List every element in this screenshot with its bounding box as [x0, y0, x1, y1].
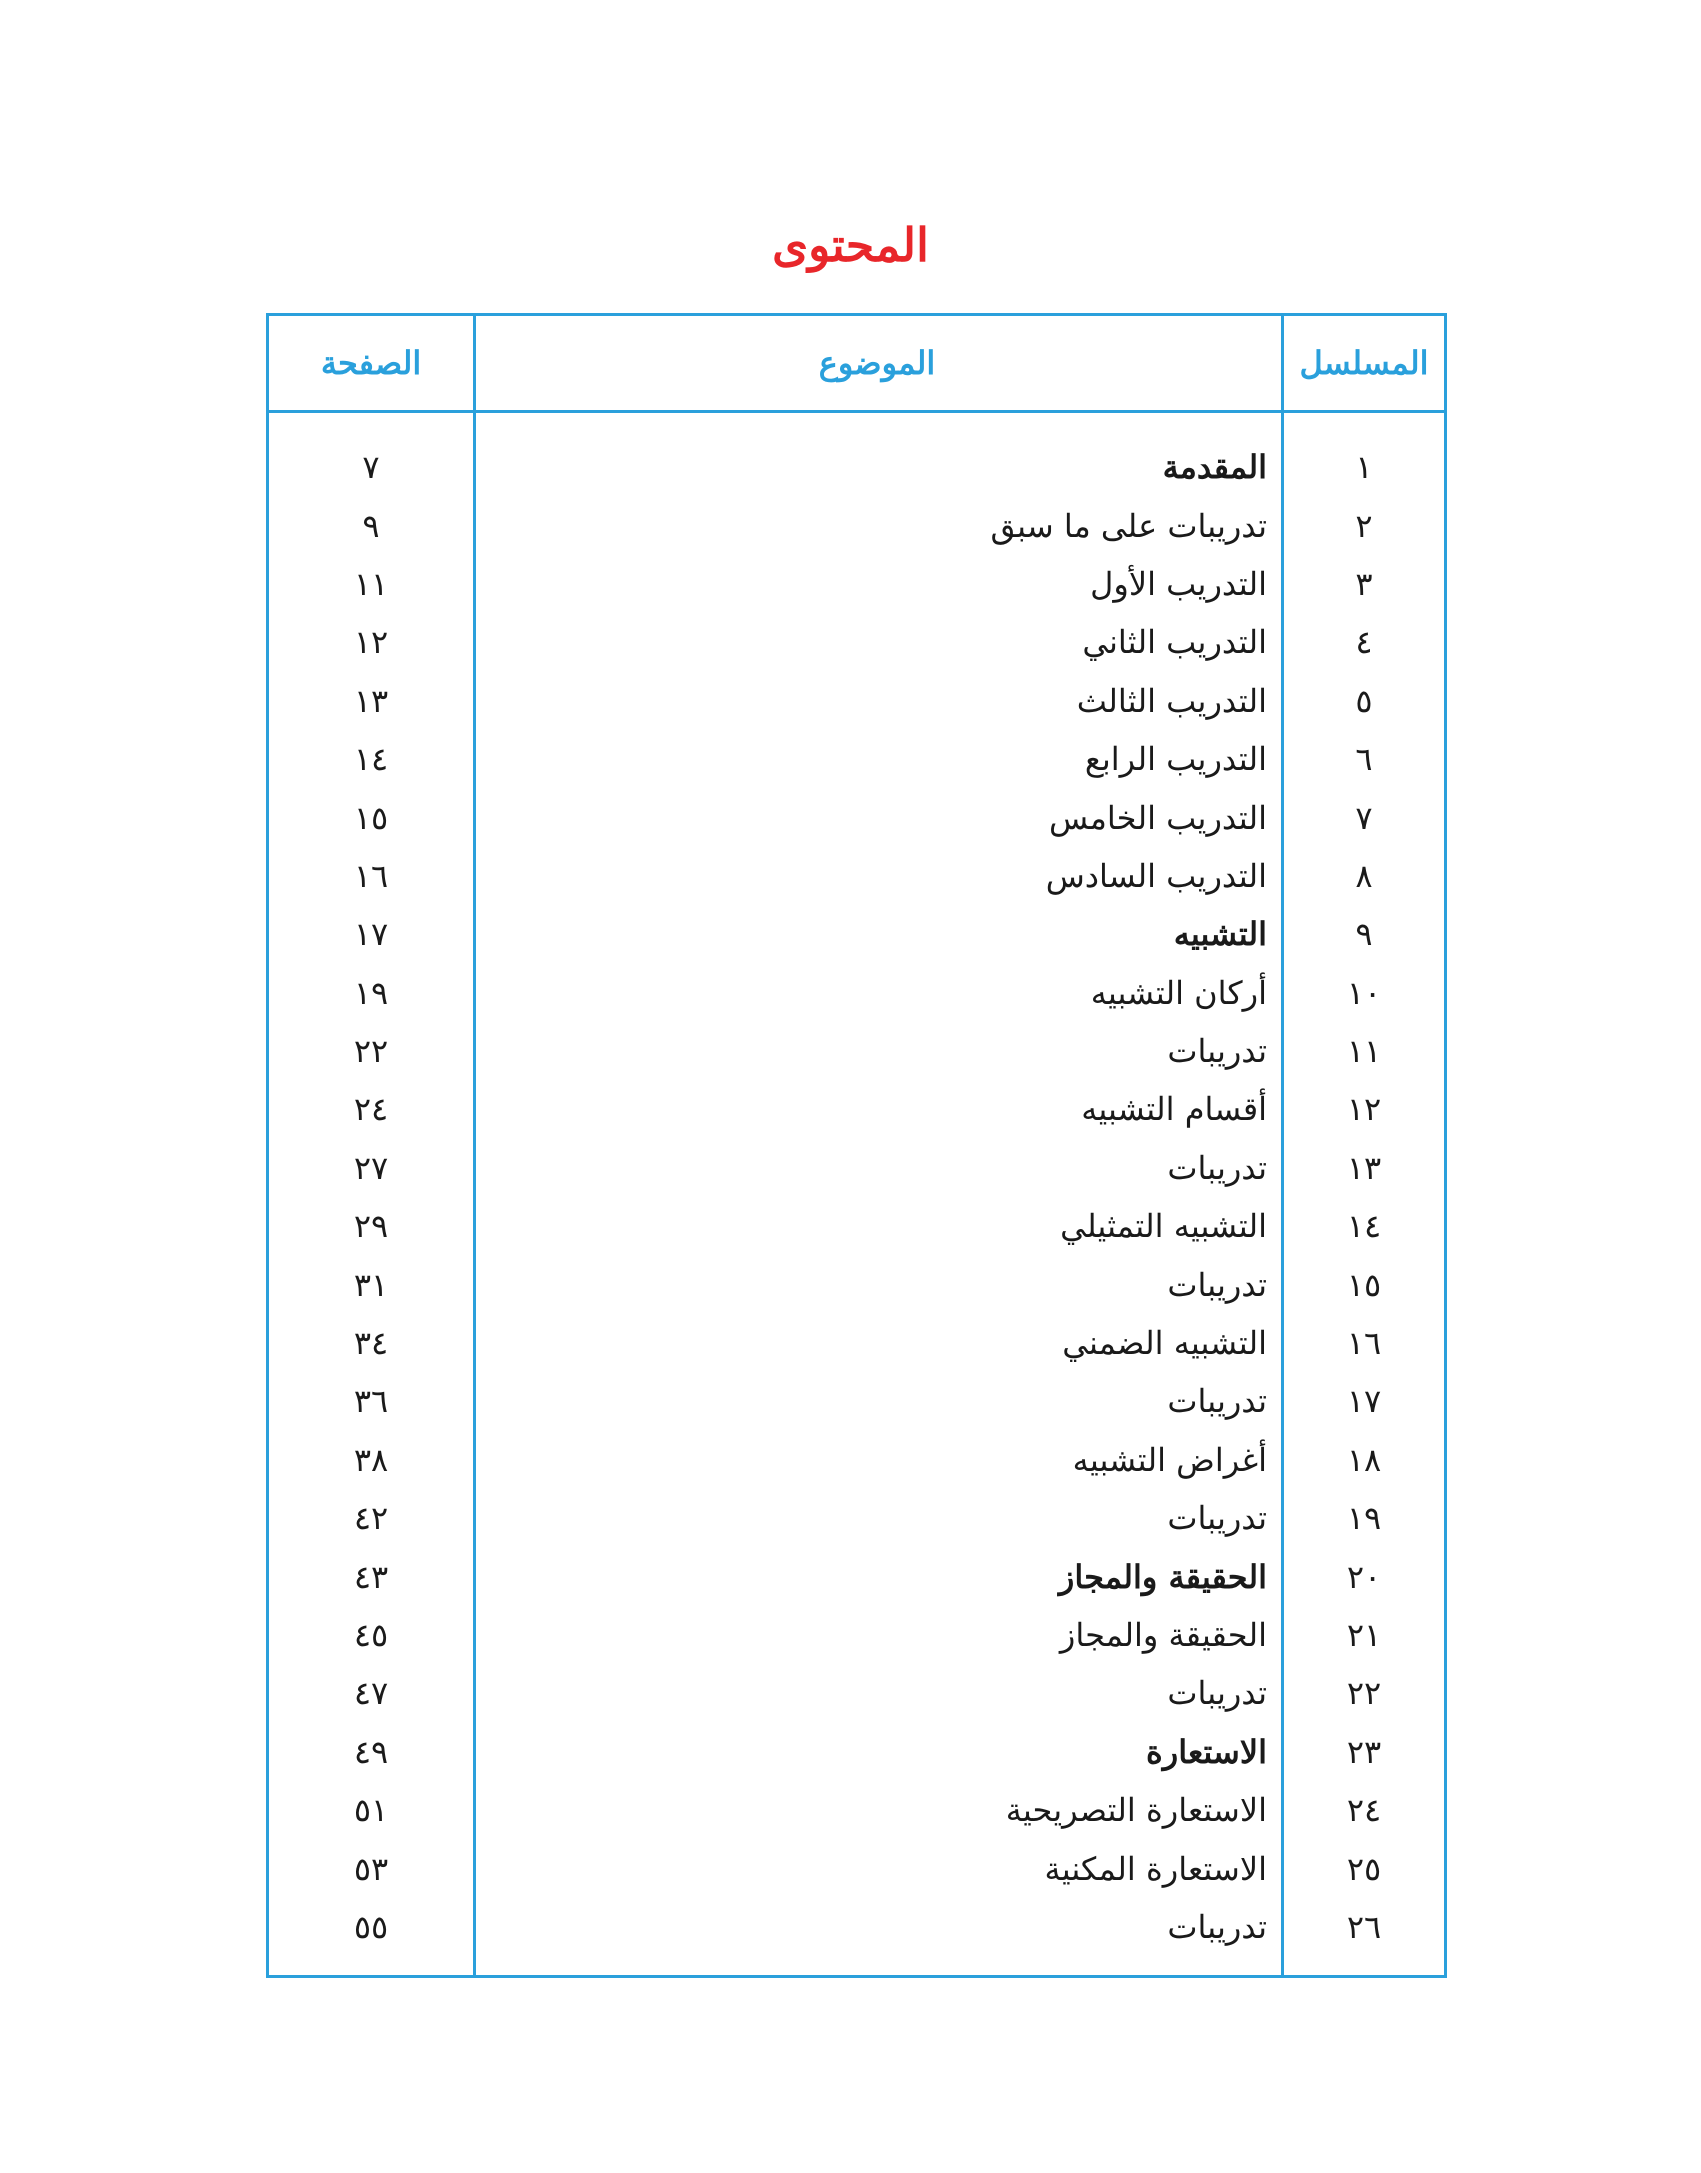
- row-topic[interactable]: المقدمة: [1162, 448, 1267, 487]
- row-page: ١١: [353, 564, 389, 603]
- table-row: [269, 1314, 1444, 1372]
- table-row: [269, 496, 1444, 554]
- row-serial: ٢٦: [1346, 1907, 1382, 1946]
- header-topic: الموضوع: [818, 344, 936, 382]
- row-page: ٢٤: [353, 1090, 389, 1129]
- table-row: [269, 1431, 1444, 1489]
- table-row: [269, 905, 1444, 963]
- row-topic[interactable]: التدريب الثاني: [1082, 623, 1267, 662]
- row-topic[interactable]: تدريبات: [1167, 1032, 1267, 1071]
- row-page: ٥١: [353, 1791, 389, 1830]
- row-topic[interactable]: التدريب الأول: [1090, 564, 1267, 603]
- table-row: [269, 788, 1444, 846]
- row-topic[interactable]: التشبيه التمثيلي: [1060, 1207, 1267, 1246]
- row-page: ٤٥: [353, 1616, 389, 1654]
- row-topic[interactable]: تدريبات: [1167, 1499, 1267, 1538]
- row-serial: ٩: [1355, 915, 1373, 954]
- row-topic[interactable]: الاستعارة المكنية: [1044, 1849, 1267, 1888]
- row-serial: ١٩: [1346, 1499, 1382, 1538]
- row-serial: ٢٤: [1346, 1791, 1382, 1830]
- row-page: ٧: [362, 448, 380, 487]
- row-topic[interactable]: التدريب الثالث: [1076, 681, 1267, 720]
- row-topic[interactable]: الحقيقة والمجاز: [1059, 1616, 1267, 1654]
- row-serial: ٢٣: [1346, 1732, 1382, 1771]
- row-topic[interactable]: أغراض التشبيه: [1072, 1440, 1267, 1479]
- table-row: [269, 1255, 1444, 1313]
- row-page: ١٢: [353, 623, 389, 662]
- table-row: [269, 1781, 1444, 1839]
- row-serial: ٢٥: [1346, 1849, 1382, 1888]
- row-page: ١٤: [353, 740, 389, 779]
- row-serial: ٨: [1355, 856, 1373, 895]
- row-topic[interactable]: تدريبات: [1167, 1674, 1267, 1713]
- table-row: [269, 1139, 1444, 1197]
- row-serial: ٢١: [1346, 1616, 1382, 1654]
- table-row: [269, 1723, 1444, 1781]
- row-serial: ١٦: [1346, 1324, 1382, 1363]
- table-row: [269, 1022, 1444, 1080]
- row-serial: ٧: [1355, 798, 1373, 837]
- row-page: ١٣: [353, 681, 389, 720]
- header-divider: [269, 410, 1444, 413]
- row-page: ٤٧: [353, 1674, 389, 1713]
- row-topic[interactable]: تدريبات: [1167, 1148, 1267, 1187]
- row-serial: ٤: [1355, 623, 1373, 662]
- table-row: [269, 1197, 1444, 1255]
- row-topic[interactable]: تدريبات: [1167, 1907, 1267, 1946]
- row-serial: ١٠: [1346, 973, 1382, 1012]
- row-serial: ١٥: [1346, 1265, 1382, 1304]
- row-page: ٤٣: [353, 1557, 389, 1596]
- row-serial: ١: [1355, 448, 1373, 487]
- row-page: ٥٥: [353, 1907, 389, 1946]
- row-page: ٣٦: [353, 1382, 389, 1421]
- row-page: ٣٤: [353, 1324, 389, 1363]
- table-row: [269, 1489, 1444, 1547]
- row-topic[interactable]: أركان التشبيه: [1090, 973, 1267, 1012]
- row-page: ٣٨: [353, 1440, 389, 1479]
- table-row: [269, 1080, 1444, 1138]
- row-topic[interactable]: التدريب الرابع: [1084, 740, 1267, 779]
- table-row: [269, 1898, 1444, 1956]
- table-row: [269, 1606, 1444, 1664]
- page-title: المحتوى: [772, 218, 929, 272]
- row-serial: ٦: [1355, 740, 1373, 779]
- row-topic[interactable]: التشبيه الضمني: [1062, 1324, 1267, 1363]
- header-page: الصفحة: [320, 344, 422, 382]
- table-row: [269, 1839, 1444, 1897]
- row-page: ٢٧: [353, 1148, 389, 1187]
- row-page: ٢٩: [353, 1207, 389, 1246]
- table-body: [269, 438, 1444, 1956]
- row-topic[interactable]: الاستعارة التصريحية: [1005, 1791, 1267, 1830]
- header-serial: المسلسل: [1299, 344, 1429, 382]
- row-topic[interactable]: الاستعارة: [1145, 1732, 1267, 1771]
- row-serial: ١٤: [1346, 1207, 1382, 1246]
- row-page: ٥٣: [353, 1849, 389, 1888]
- row-page: ١٩: [353, 973, 389, 1012]
- table-row: [269, 730, 1444, 788]
- table-row: [269, 613, 1444, 671]
- table-row: [269, 555, 1444, 613]
- row-topic[interactable]: التدريب السادس: [1045, 856, 1267, 895]
- row-serial: ٢: [1355, 506, 1373, 545]
- row-topic[interactable]: الحقيقة والمجاز: [1058, 1557, 1267, 1596]
- row-serial: ١٢: [1346, 1090, 1382, 1129]
- row-serial: ١١: [1346, 1032, 1382, 1071]
- table-row: [269, 1372, 1444, 1430]
- row-topic[interactable]: أقسام التشبيه: [1081, 1090, 1267, 1129]
- row-page: ١٧: [353, 915, 389, 954]
- row-page: ٣١: [353, 1265, 389, 1304]
- row-page: ١٦: [353, 856, 389, 895]
- row-page: ٢٢: [353, 1032, 389, 1071]
- contents-table: [266, 313, 1447, 1978]
- table-row: [269, 964, 1444, 1022]
- row-serial: ١٣: [1346, 1148, 1382, 1187]
- table-row: [269, 438, 1444, 496]
- row-serial: ٣: [1355, 564, 1373, 603]
- row-serial: ٢٠: [1346, 1557, 1382, 1596]
- row-topic[interactable]: تدريبات: [1167, 1265, 1267, 1304]
- row-page: ٤٢: [353, 1499, 389, 1538]
- table-row: [269, 847, 1444, 905]
- table-row: [269, 1547, 1444, 1605]
- row-serial: ١٨: [1346, 1440, 1382, 1479]
- row-topic[interactable]: التدريب الخامس: [1048, 798, 1267, 837]
- row-serial: ١٧: [1346, 1382, 1382, 1421]
- row-topic[interactable]: تدريبات: [1167, 1382, 1267, 1421]
- row-serial: ٢٢: [1346, 1674, 1382, 1713]
- row-topic[interactable]: التشبيه: [1173, 915, 1267, 954]
- row-page: ٤٩: [353, 1732, 389, 1771]
- row-topic[interactable]: تدريبات على ما سبق: [990, 506, 1267, 545]
- table-row: [269, 1664, 1444, 1722]
- row-serial: ٥: [1355, 681, 1373, 720]
- table-row: [269, 672, 1444, 730]
- row-page: ٩: [362, 506, 380, 545]
- row-page: ١٥: [353, 798, 389, 837]
